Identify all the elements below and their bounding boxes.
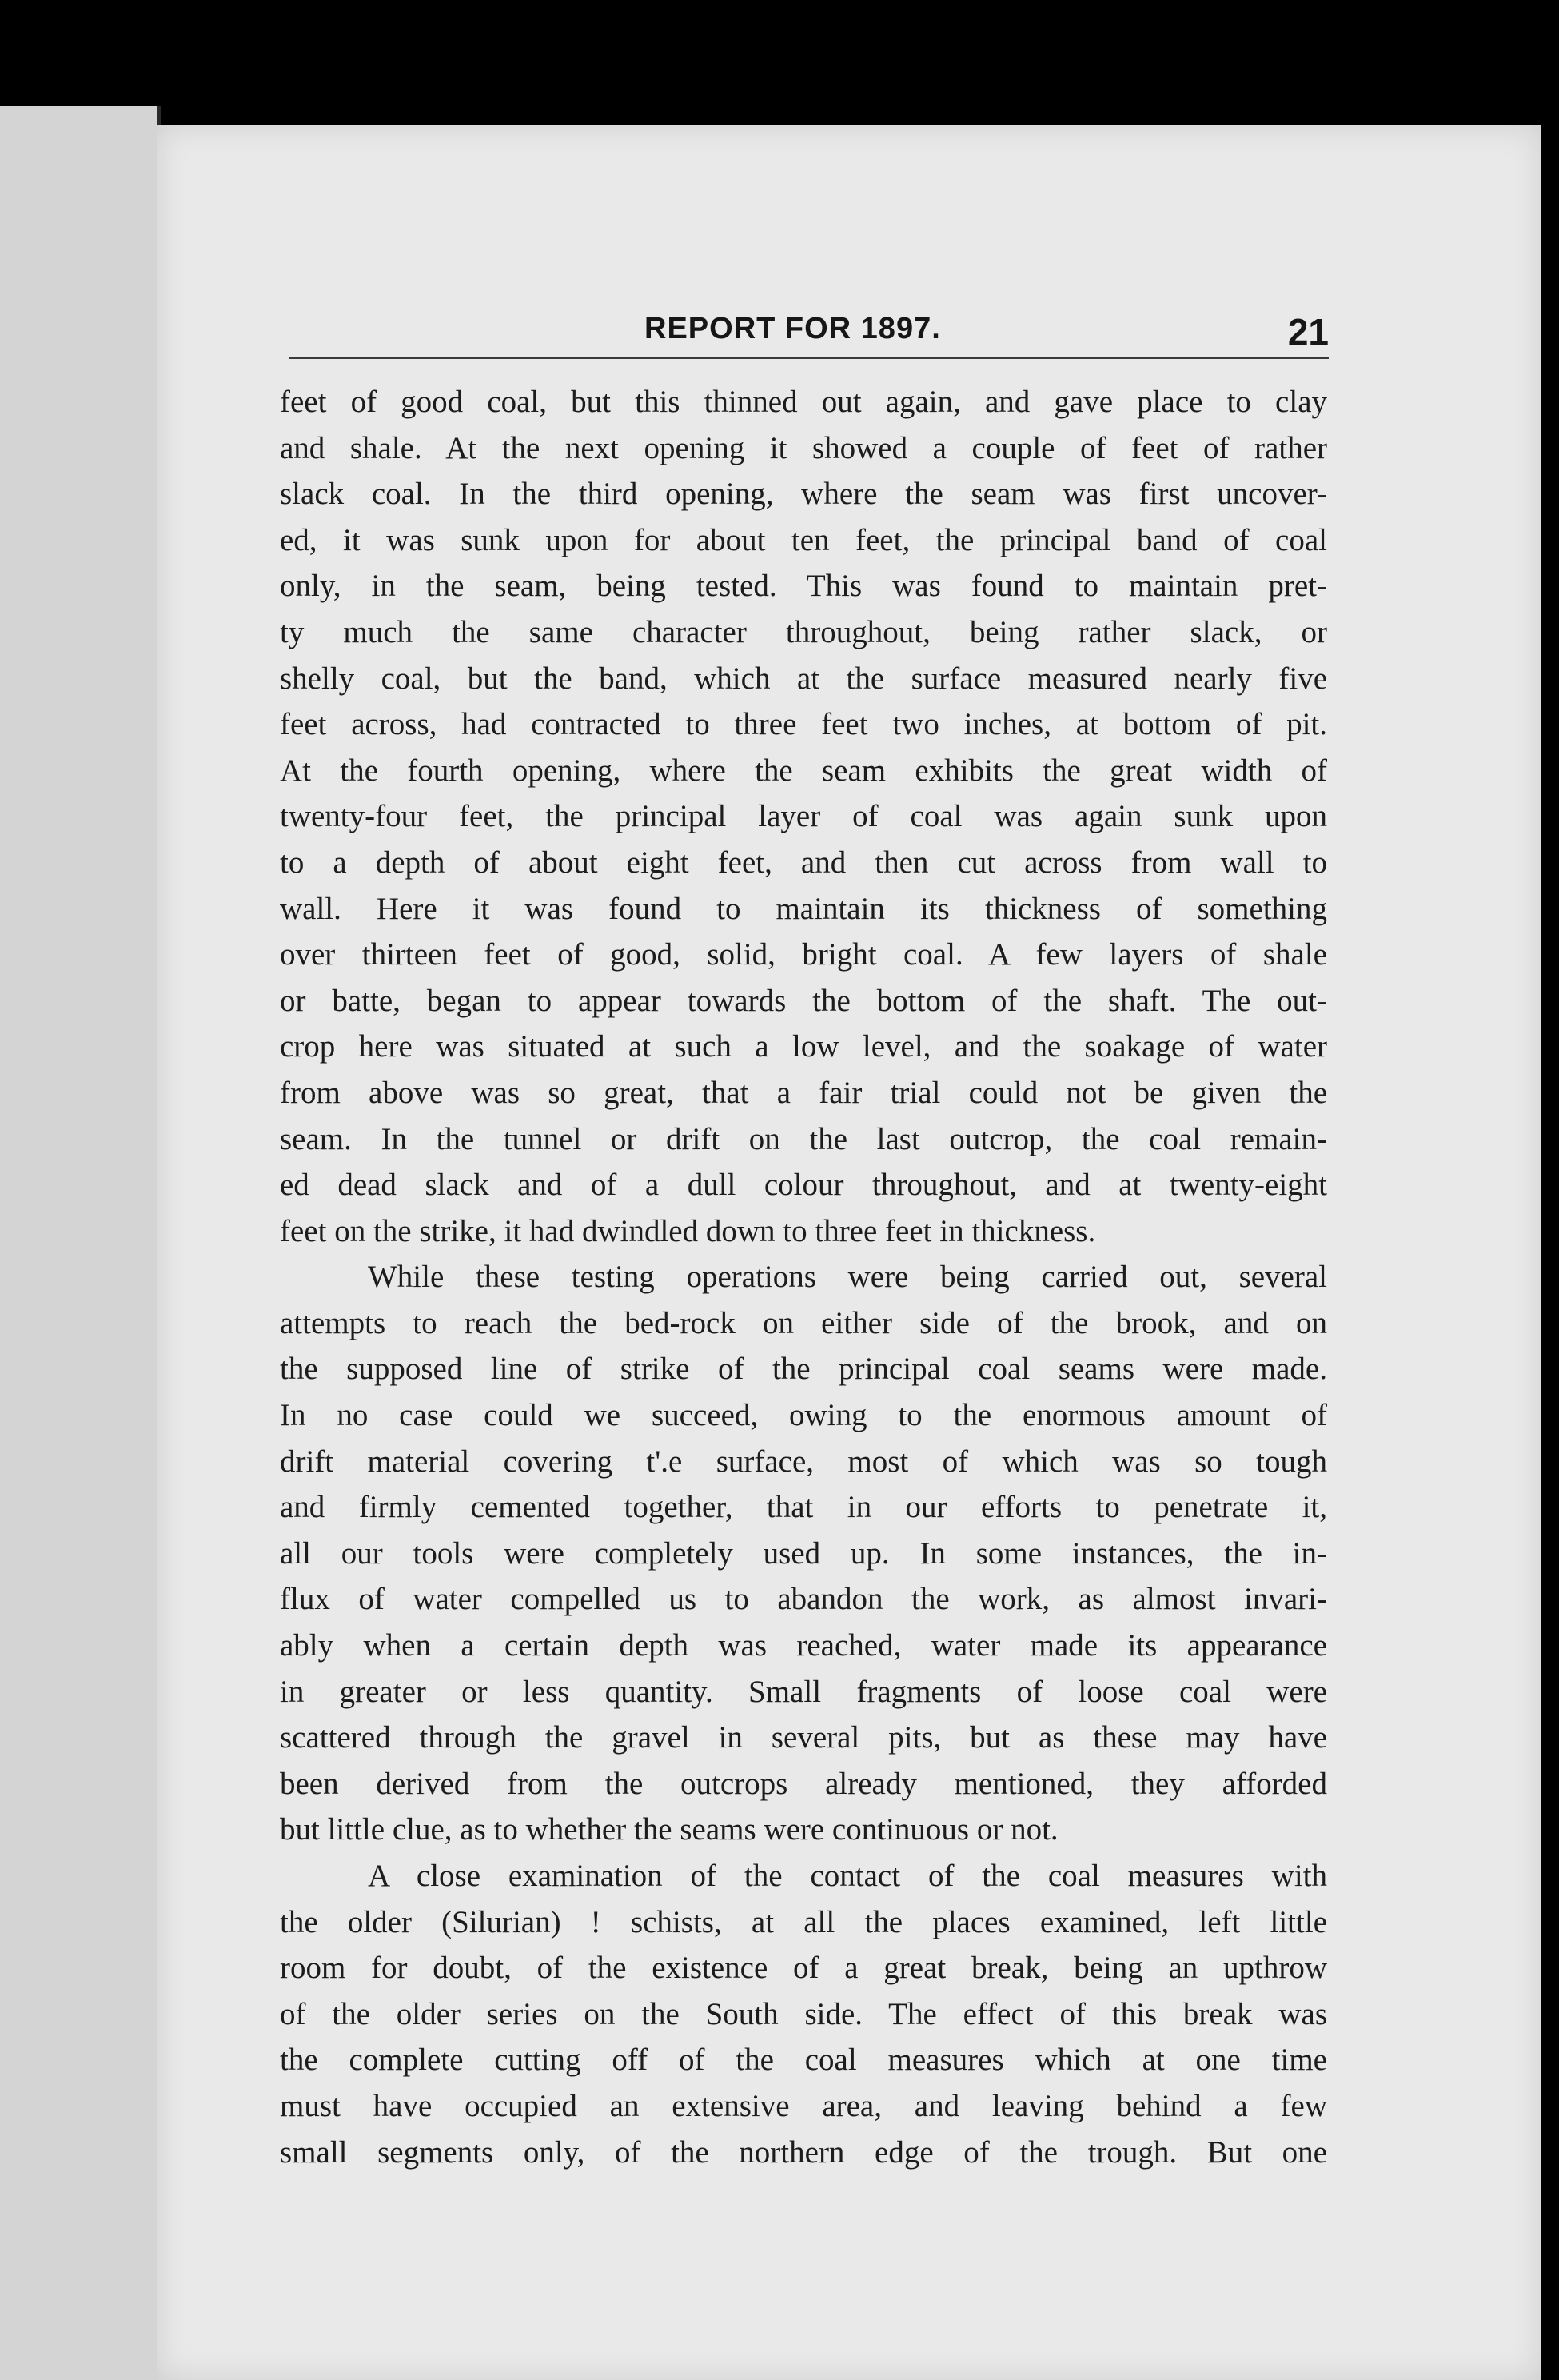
text-line: room for doubt, of the existence of a great break, being an upthrow bbox=[280, 1951, 1327, 1986]
text-line: the complete cutting off of the coal measures which at one time bbox=[280, 2043, 1327, 2078]
text-line: the older (Silurian) ! schists, at all the places examined, left little bbox=[280, 1904, 1327, 1939]
text-line: ably when a certain depth was reached, water made its appearance bbox=[280, 1628, 1327, 1663]
text-line: the supposed line of strike of the principal coal seams were made. bbox=[280, 1352, 1327, 1387]
text-line: ed dead slack and of a dull colour throughout, and at twenty-eight bbox=[280, 1168, 1327, 1203]
text-line: seam. In the tunnel or drift on the last outcrop, the coal remain- bbox=[280, 1121, 1327, 1156]
text-line: all our tools were completely used up. In some instances, the in- bbox=[280, 1535, 1327, 1571]
text-line: drift material covering t'.e surface, most of which was so tough bbox=[280, 1444, 1327, 1479]
text-line: feet on the strike, it had dwindled down to three feet in thickness. bbox=[280, 1213, 1096, 1248]
paragraph bbox=[280, 379, 1327, 1254]
paragraph bbox=[280, 1254, 1327, 1853]
text-line: in greater or less quantity. Small fragments of loose coal were bbox=[280, 1674, 1327, 1709]
running-head: REPORT FOR 1897. bbox=[644, 312, 941, 345]
text-line: feet across, had contracted to three feet two inches, at bottom of pit. bbox=[280, 707, 1327, 742]
text-line: scattered through the gravel in several pits, but as these may have bbox=[280, 1720, 1327, 1755]
paragraph bbox=[280, 1853, 1327, 2175]
text-line: or batte, began to appear towards the bottom of the shaft. The out- bbox=[280, 983, 1327, 1018]
text-line: slack coal. In the third opening, where the seam was first uncover- bbox=[280, 477, 1327, 512]
page-header bbox=[289, 310, 1329, 358]
text-line: ed, it was sunk upon for about ten feet, the principal band of coal bbox=[280, 522, 1327, 557]
text-line: A close examination of the contact of the coal measures with bbox=[368, 1859, 1327, 1893]
text-line: only, in the seam, being tested. This was found to maintain pret- bbox=[280, 569, 1327, 604]
text-line: flux of water compelled us to abandon the work, as almost invari- bbox=[280, 1582, 1327, 1617]
text-line: crop here was situated at such a low level, and the soakage of water bbox=[280, 1029, 1327, 1064]
text-line: twenty-four feet, the principal layer of coal was again sunk upon bbox=[280, 799, 1327, 834]
text-line: shelly coal, but the band, which at the surface measured nearly five bbox=[280, 661, 1327, 696]
text-line: from above was so great, that a fair trial could not be given the bbox=[280, 1075, 1327, 1110]
text-line: attempts to reach the bed-rock on either side of the brook, and on bbox=[280, 1305, 1327, 1340]
text-line: and firmly cemented together, that in our efforts to penetrate it, bbox=[280, 1490, 1327, 1525]
text-line: been derived from the outcrops already mentioned, they afforded bbox=[280, 1766, 1327, 1801]
text-line: must have occupied an extensive area, and leaving behind a few bbox=[280, 2088, 1327, 2123]
text-line: feet of good coal, but this thinned out again, and gave place to clay bbox=[280, 385, 1327, 419]
page-number: 21 bbox=[1287, 311, 1329, 353]
text-line: and shale. At the next opening it showed a couple of feet of rather bbox=[280, 430, 1327, 465]
text-line: to a depth of about eight feet, and then cut across from wall to bbox=[280, 845, 1327, 880]
text-line: While these testing operations were being carried out, several bbox=[368, 1260, 1327, 1295]
facing-page-edge bbox=[0, 106, 161, 2380]
text-line: of the older series on the South side. The effect of this break was bbox=[280, 1996, 1327, 2031]
text-line: over thirteen feet of good, solid, bright coal. A few layers of shale bbox=[280, 937, 1327, 972]
text-line: wall. Here it was found to maintain its thickness of something bbox=[280, 891, 1327, 926]
text-line: small segments only, of the northern edge of the trough. But one bbox=[280, 2134, 1327, 2170]
text-line: At the fourth opening, where the seam exhibits the great width of bbox=[280, 753, 1327, 788]
text-line: ty much the same character throughout, being rather slack, or bbox=[280, 614, 1327, 649]
text-line: In no case could we succeed, owing to the enormous amount of bbox=[280, 1398, 1327, 1433]
header-rule bbox=[289, 357, 1329, 359]
text-line: but little clue, as to whether the seams were continuous or not. bbox=[280, 1812, 1059, 1847]
body-text bbox=[280, 379, 1327, 2175]
